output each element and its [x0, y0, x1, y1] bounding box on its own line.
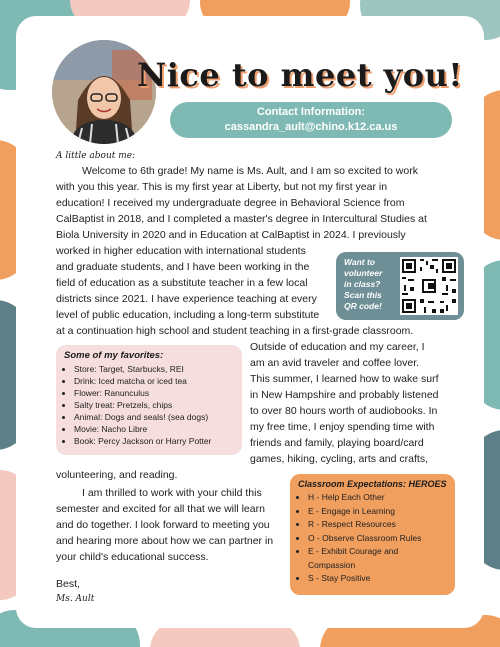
prompt-line: volunteer: [344, 268, 383, 278]
page-title: Nice to meet you!: [137, 56, 463, 94]
text-line: districts since 2021. I have experience teaching at every: [56, 293, 317, 305]
text-line: Welcome to 6th grade! My name is Ms. Ault, and I am so excited to work: [82, 165, 418, 177]
prompt-line: Scan this: [344, 290, 382, 300]
text-line: I am thrilled to work with your child this: [82, 487, 262, 499]
text-line: games, hiking, cycling, arts and crafts,: [250, 453, 428, 465]
text-line: This summer, I learned how to wake surf: [250, 373, 439, 385]
favorite-item: • Drink: Iced matcha or iced tea: [74, 375, 234, 387]
text-line: Biola University in 2020 and in Education at CalBaptist in 2024. I previously: [56, 229, 406, 241]
contact-email[interactable]: cassandra_ault@chino.k12.ca.us: [224, 121, 398, 133]
expectation-item: • R - Respect Resources: [308, 518, 447, 532]
text-line: in New Hampshire and probably listened: [250, 389, 439, 401]
classroom-expectations-box: [290, 474, 455, 595]
text-line: and do together. I look forward to meeting you: [56, 519, 270, 531]
text-line: volunteering, and reading.: [56, 469, 178, 481]
qr-code-graphic: [400, 257, 458, 315]
favorite-item: • Salty treat: Pretzels, chips: [74, 399, 234, 411]
text-line: education! I received my undergraduate degree in Behavioral Science from: [56, 197, 405, 209]
signature: Ms. Ault: [56, 594, 95, 604]
prompt-line: Want to: [344, 257, 376, 267]
favorite-item: • Flower: Ranunculus: [74, 387, 234, 399]
contact-banner: [170, 102, 452, 138]
text-line: and graduate students, and I have been working in the: [56, 261, 310, 273]
text-line: am an avid traveler and coffee lover.: [250, 357, 420, 369]
text-line: your child's educational success.: [56, 551, 209, 563]
volunteer-prompt: [344, 257, 396, 312]
text-line: level of public education, including a long-term substitute: [56, 309, 320, 321]
favorites-heading: Some of my favorites:: [64, 350, 164, 361]
text-line: with you this year. This is my first year at Liberty, but not my first year in: [56, 181, 388, 193]
prompt-line: QR code!: [344, 301, 382, 311]
favorites-box: [56, 345, 242, 455]
text-line: CalBaptist in 2018, and I completed a master's degree in Intercultural Studies at: [56, 213, 427, 225]
text-line: to over 80 hours worth of audiobooks. In: [250, 405, 438, 417]
favorite-item: • Store: Target, Starbucks, REI: [74, 363, 234, 375]
text-line: friends and family, playing board/card: [250, 437, 424, 449]
text-line: Outside of education and my career, I: [250, 341, 425, 353]
text-line: at a continuation high school and student teaching in a first-grade classroom.: [56, 325, 414, 337]
text-line: worked in higher education with international students: [56, 245, 306, 257]
favorites-list: [64, 363, 234, 447]
valediction: Best,: [56, 578, 80, 590]
expectation-item: • S - Stay Positive: [308, 572, 447, 586]
text-line: field of education as a substitute teacher in a few local: [56, 277, 308, 289]
text-line: my free time, I enjoy spending time with: [250, 421, 435, 433]
about-heading: A little about me:: [56, 151, 136, 161]
expectation-item: • E - Engage in Learning: [308, 505, 447, 519]
expectations-heading: Classroom Expectations: HEROES: [298, 479, 447, 489]
prompt-line: in class?: [344, 279, 381, 289]
favorite-item: • Book: Percy Jackson or Harry Potter: [74, 435, 234, 447]
favorite-item: • Movie: Nacho Libre: [74, 423, 234, 435]
expectations-list: [298, 491, 447, 586]
expectation-item: • H - Help Each Other: [308, 491, 447, 505]
text-line: semester and excited for all that we will learn: [56, 503, 265, 515]
expectation-item: • E - Exhibit Courage and Compassion: [308, 545, 447, 572]
contact-heading: Contact Information:: [256, 106, 366, 118]
expectation-item: • O - Observe Classroom Rules: [308, 532, 447, 546]
favorite-item: • Animal: Dogs and seals! (sea dogs): [74, 411, 234, 423]
volunteer-qr-panel: [336, 252, 464, 320]
qr-code-icon[interactable]: [400, 257, 458, 315]
text-line: and hearing more about how we can partner in: [56, 535, 274, 547]
